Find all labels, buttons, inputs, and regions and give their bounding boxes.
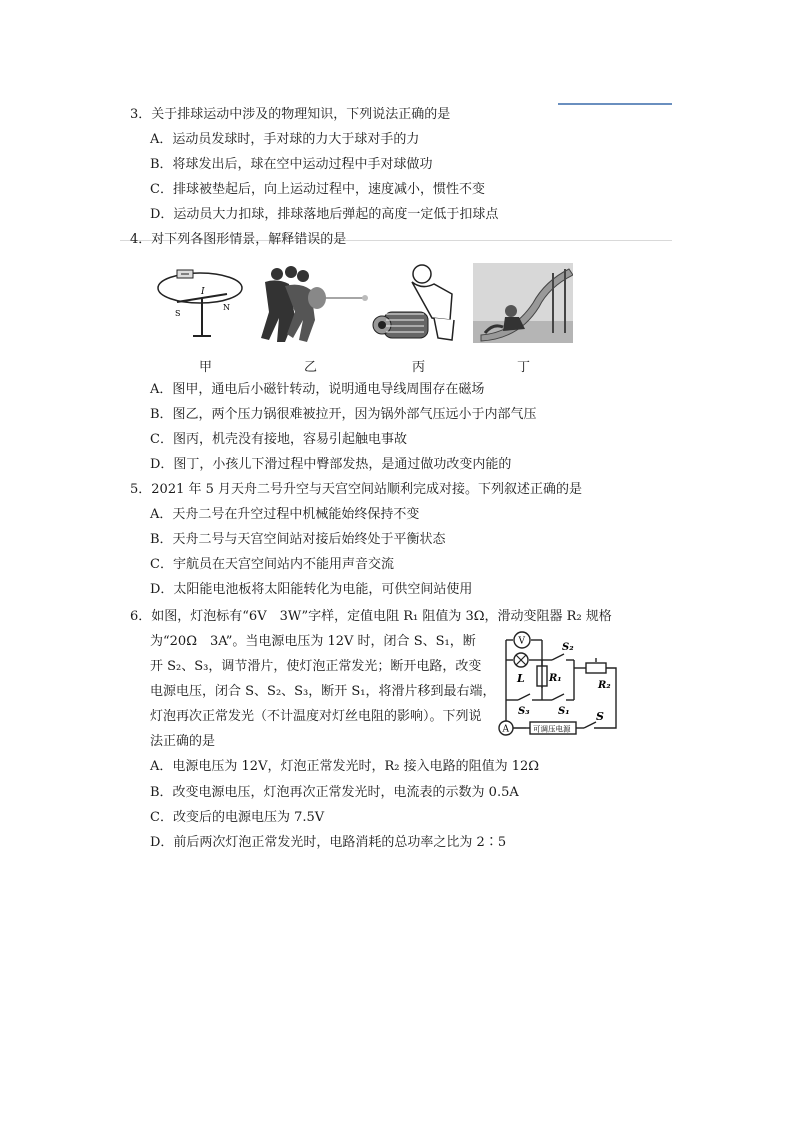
q3-option-d: D．运动员大力扣球，排球落地后弹起的高度一定低于扣球点 — [150, 207, 499, 222]
q6-line-1: 6．如图，灯泡标有“6V 3W”字样，定值电阻 R₁ 阻值为 3Ω，滑动变阻器 R₂ 规格 — [130, 609, 612, 624]
voltmeter-label: V — [518, 636, 525, 647]
q6-line-2: 为“20Ω 3A”。当电源电压为 12V 时，闭合 S、S₁，断 — [150, 634, 476, 649]
q5-option-a: A．天舟二号在升空过程中机械能始终保持不变 — [150, 507, 420, 522]
s1-label: S₁ — [558, 706, 570, 717]
figure-ding-slide — [473, 263, 573, 343]
figure-yi-pressure-pots — [255, 262, 370, 344]
q5-option-b: B．天舟二号与天宫空间站对接后始终处于平衡状态 — [150, 532, 446, 547]
q6-line-6: 法正确的是 — [150, 734, 216, 749]
q3-option-c: C．排球被垫起后，向上运动过程中，速度减小，惯性不变 — [150, 182, 485, 197]
q6-option-a: A．电源电压为 12V，灯泡正常发光时，R₂ 接入电路的阻值为 12Ω — [150, 759, 540, 774]
r1-label: R₁ — [549, 673, 562, 684]
q6-line-5: 灯泡再次正常发光（不计温度对灯丝电阻的影响）。下列说 — [150, 709, 482, 724]
q4-stem: 4．对下列各图形情景，解释错误的是 — [130, 232, 347, 247]
q5-stem: 5．2021 年 5 月天舟二号升空与天宫空间站顺利完成对接。下列叙述正确的是 — [130, 482, 583, 497]
q6-option-b: B．改变电源电压，灯泡再次正常发光时，电流表的示数为 0.5A — [150, 785, 519, 800]
s-label: S — [596, 710, 604, 723]
caption-ding: 丁 — [517, 360, 531, 375]
header-rule — [558, 103, 672, 105]
q4-option-c: C．图丙，机壳没有接地，容易引起触电事故 — [150, 432, 407, 447]
q3-option-b: B．将球发出后，球在空中运动过程中手对球做功 — [150, 157, 433, 172]
q6-line-4: 电源电压，闭合 S、S₂、S₃，断开 S₁，将滑片移到最右端， — [150, 684, 496, 699]
q6-line-3: 开 S₂、S₃，调节滑片，使灯泡正常发光；断开电路，改变 — [150, 659, 482, 674]
caption-yi: 乙 — [304, 360, 318, 375]
lamp-label: L — [517, 672, 525, 685]
caption-jia: 甲 — [199, 360, 213, 375]
q5-option-c: C．宇航员在天宫空间站内不能用声音交流 — [150, 557, 394, 572]
circuit-diagram — [488, 628, 626, 740]
q3-stem: 3．关于排球运动中涉及的物理知识，下列说法正确的是 — [130, 107, 451, 122]
fig-n-label: N — [223, 303, 230, 312]
power-source-label: 可调压电源 — [533, 724, 571, 734]
q3-option-a: A．运动员发球时，手对球的力大于球对手的力 — [150, 132, 420, 147]
s2-label: S₂ — [562, 642, 574, 653]
q6-option-d: D．前后两次灯泡正常发光时，电路消耗的总功率之比为 2∶5 — [150, 835, 507, 850]
r2-label: R₂ — [598, 680, 611, 691]
s3-label: S₃ — [518, 706, 530, 717]
q6-option-c: C．改变后的电源电压为 7.5V — [150, 810, 325, 825]
figure-jia-oersted — [155, 264, 245, 344]
q4-option-d: D．图丁，小孩儿下滑过程中臀部发热，是通过做功改变内能的 — [150, 457, 512, 472]
q4-option-b: B．图乙，两个压力锅很难被拉开，因为锅外部气压远小于内部气压 — [150, 407, 537, 422]
q5-option-d: D．太阳能电池板将太阳能转化为电能，可供空间站使用 — [150, 582, 473, 597]
q4-option-a: A．图甲，通电后小磁针转动，说明通电导线周围存在磁场 — [150, 382, 485, 397]
fig-s-label: S — [175, 309, 181, 318]
fig-current-label: I — [201, 287, 205, 297]
figure-bing-motor — [372, 260, 467, 346]
ammeter-label: A — [502, 724, 509, 735]
caption-bing: 丙 — [412, 360, 426, 375]
